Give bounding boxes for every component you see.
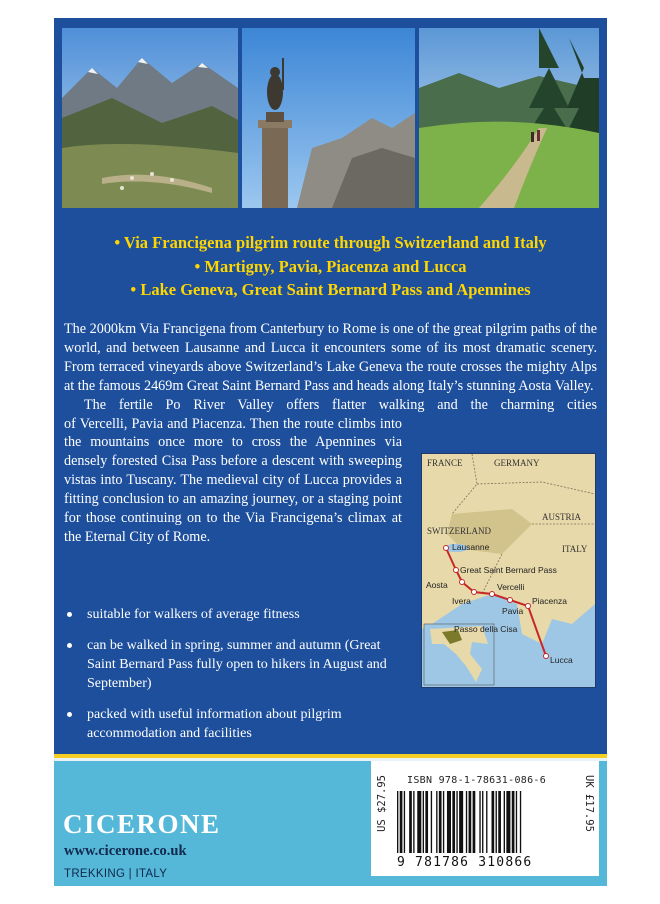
map-label-aosta: Aosta: [426, 580, 448, 590]
map-label-lausanne: Lausanne: [452, 542, 490, 552]
barcode-icon: [397, 791, 573, 855]
map-label-austria: AUSTRIA: [542, 512, 582, 522]
barcode-bar: [512, 791, 515, 853]
barcode-bar: [423, 791, 424, 853]
publisher-logo: CICERONE: [63, 809, 221, 839]
barcode-bar: [443, 791, 444, 853]
barcode-bar: [516, 791, 517, 853]
highlight-item: • Lake Geneva, Great Saint Bernard Pass and Apennines: [130, 280, 531, 299]
feature-item: [64, 705, 409, 743]
barcode-bar: [404, 791, 405, 853]
barcode-bar: [504, 791, 505, 853]
barcode-bar: [498, 791, 501, 853]
alpine-valley-photo: [62, 28, 238, 208]
feature-text: can be walked in spring, summer and autumn (Great Saint Bernard Pass fully open to hikers in August and September): [87, 638, 387, 691]
book-category: TREKKING | ITALY: [64, 868, 168, 880]
isbn-label: ISBN 978-1-78631-086-6: [407, 775, 547, 786]
barcode-bar: [397, 791, 398, 853]
feature-item: [64, 605, 409, 624]
map-label-switzerland: SWITZERLAND: [427, 526, 491, 536]
barcode-bar: [473, 791, 476, 853]
bullet-icon: [67, 643, 72, 648]
bullet-icon: [67, 612, 72, 617]
map-label-piacenza: Piacenza: [532, 596, 567, 606]
map-label-pavia: Pavia: [502, 606, 524, 616]
price-uk: UK £17.95: [583, 775, 595, 832]
feature-text: suitable for walkers of average fitness: [87, 607, 300, 622]
description-paragraph-1: The 2000km Via Francigena from Canterbury to Rome is one of the great pilgrim paths of the world, and between Lausanne and Lucca it encounters some of its most dramatic scenery. From terraced vineyards above Switzerland’s Lake Geneva the route crosses the mighty Alps at the famous 2469m Great Saint Bernard Pass and heads along Italy’s stunning Aosta Valley.: [64, 321, 597, 394]
feature-item: [64, 636, 409, 693]
map-label-lucca: Lucca: [550, 655, 573, 665]
barcode-bar: [452, 791, 455, 853]
feature-list: [64, 605, 409, 755]
barcode-bar: [520, 791, 521, 853]
ean-number: 9 781786 310866: [397, 855, 533, 870]
description-paragraph-2-first-line: The fertile Po River Valley offers flatter walking and the charming cities: [84, 396, 597, 413]
barcode-bar: [492, 791, 495, 853]
bullet-icon: [67, 712, 72, 717]
barcode-bar: [439, 791, 442, 853]
barcode-bar: [436, 791, 437, 853]
barcode-bar: [469, 791, 472, 853]
highlight-list: [54, 231, 607, 302]
price-us: US $27.95: [376, 775, 388, 832]
barcode-bar: [486, 791, 487, 853]
forest-path-photo: [419, 28, 599, 208]
barcode-bar: [409, 791, 412, 853]
map-label-france: FRANCE: [427, 458, 463, 468]
map-label-italy: ITALY: [562, 544, 588, 554]
barcode-bar: [506, 791, 510, 853]
map-label-ivrea: Ivera: [452, 596, 471, 606]
barcode-bar: [400, 791, 403, 853]
barcode-bar: [413, 791, 414, 853]
map-label-passo-cisa: Passo della Cisa: [454, 624, 518, 634]
barcode-bar: [482, 791, 483, 853]
highlight-item: • Martigny, Pavia, Piacenza and Lucca: [194, 256, 467, 276]
publisher-url: www.cicerone.co.uk: [64, 843, 187, 859]
feature-text: packed with useful information about pilgrim accommodation and facilities: [87, 707, 342, 741]
barcode-bar: [425, 791, 428, 853]
barcode-bar: [417, 791, 421, 853]
photo-strip: [62, 28, 599, 208]
publisher-band: [54, 761, 607, 886]
barcode-bar: [466, 791, 467, 853]
highlight-item: • Via Francigena pilgrim route through Switzerland and Italy: [114, 233, 547, 252]
book-back-cover: [54, 18, 607, 886]
saint-statue-photo: [242, 28, 415, 208]
map-label-vercelli: Vercelli: [497, 582, 525, 592]
barcode-bar: [456, 791, 457, 853]
map-label-great-saint-bernard: Great Saint Bernard Pass: [460, 565, 557, 575]
map-label-germany: GERMANY: [494, 458, 540, 468]
barcode-bar: [459, 791, 463, 853]
route-map: [421, 453, 596, 688]
barcode-bar: [447, 791, 451, 853]
barcode-bar: [431, 791, 432, 853]
barcode-bar: [479, 791, 480, 853]
barcode-bar: [496, 791, 497, 853]
description-paragraph-2: of Vercelli, Pavia and Piacenza. Then the route climbs into the mountains once more to cross the Apennines via densely forested Cisa Pass before a descent with sweeping vistas into Tuscany. The medieval city of Lucca provides a fitting conclusion to an amazing journey, or a staging point for those continuing on to the Via Francigena’s climax at the Eternal City of Rome.: [64, 415, 402, 545]
barcode-panel: [371, 761, 599, 876]
